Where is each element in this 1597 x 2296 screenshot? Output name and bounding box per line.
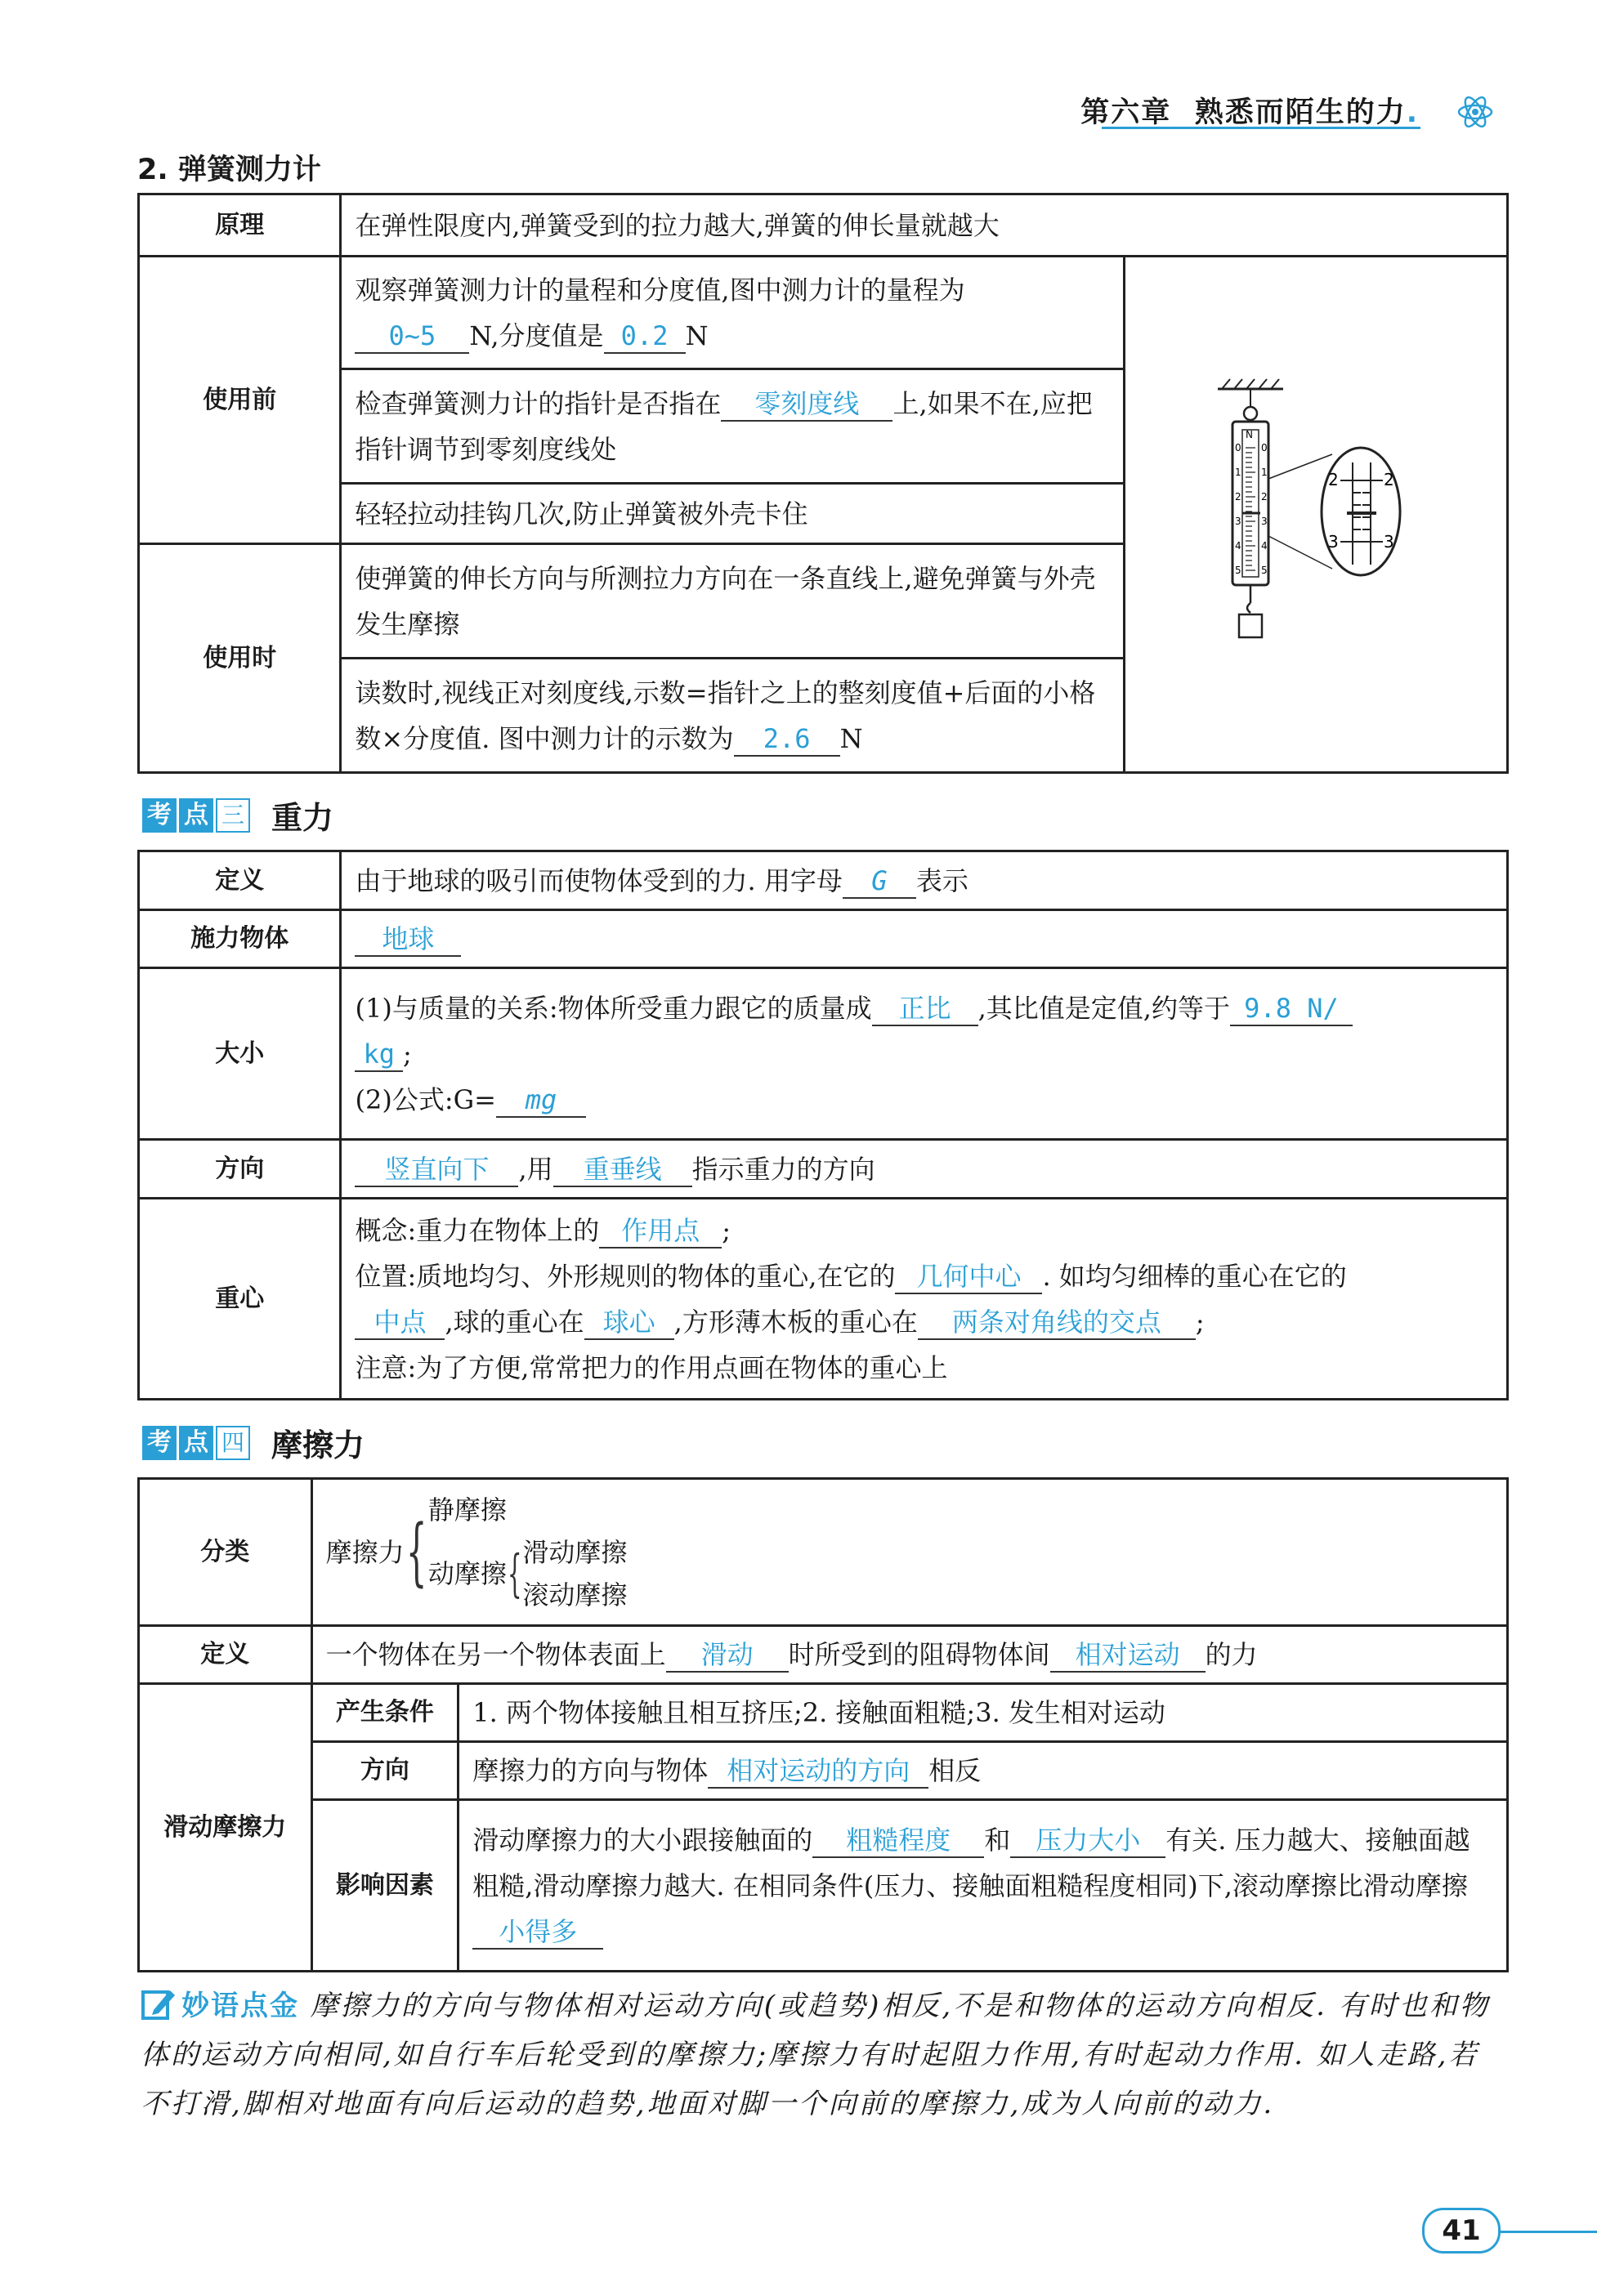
before-use-zero-check: 检查弹簧测力计的指针是否指在 零刻度线 上,如果不在,应把指针调节到零刻度线处: [341, 369, 1124, 484]
gravity-cg: 概念:重力在物体上的 作用点 ; 位置:质地均匀、外形规则的物体的重心,在它的 几何中心 . 如均匀细棒的重心在它的 中点 ,球的重心在 球心 ,方形薄木板的重心在 两条对角线的交点 ; 注意:为了方便,常常把力的作用点画在物体的重心上: [341, 1199, 1508, 1400]
condition-text: 1. 两个物体接触且相互挤压;2. 接触面粗糙;3. 发生相对运动: [459, 1684, 1508, 1742]
answer-much-smaller: 小得多: [472, 1915, 603, 1950]
zoom-number: 3: [1327, 532, 1339, 552]
spring-scale-figure: [1124, 257, 1507, 773]
answer-mg: mg: [496, 1083, 586, 1118]
scale-number: 5: [1260, 565, 1268, 576]
scale-number: 0: [1234, 442, 1241, 453]
gravity-def: 由于地球的吸引而使物体受到的力. 用字母 G 表示: [341, 851, 1508, 910]
zoom-number: 2: [1383, 470, 1394, 489]
during-use-reading: 读数时,视线正对刻度线,示数=指针之上的整刻度值+后面的小格数×分度值. 图中测力计的示数为 2.6 N: [341, 659, 1124, 773]
gravity-size: (1)与质量的关系:物体所受重力跟它的质量成 正比 ,其比值是定值,约等于 9.8 N/ kg ; (2)公式:G= mg: [341, 968, 1508, 1140]
answer-plumb-line: 重垂线: [553, 1153, 692, 1187]
gravity-src-label: 施力物体: [139, 910, 341, 968]
friction-class-label: 分类: [139, 1479, 312, 1626]
scale-number: 2: [1260, 491, 1268, 503]
scale-number: 4: [1234, 540, 1241, 552]
principle-text: 在弹性限度内,弹簧受到的拉力越大,弹簧的伸长量就越大: [341, 194, 1508, 257]
answer-earth: 地球: [355, 922, 461, 957]
factor-text: 滑动摩擦力的大小跟接触面的 粗糙程度 和 压力大小 有关. 压力越大、接触面越粗糙,滑动摩擦力越大. 在相同条件(压力、接触面粗糙程度相同)下,滚动摩擦比滑动摩擦小得多: [459, 1800, 1508, 1972]
scale-number: 2: [1234, 491, 1241, 503]
chapter-header: [1080, 83, 1453, 129]
answer-vertical-down: 竖直向下: [355, 1153, 518, 1187]
before-use-label: 使用前: [139, 257, 341, 544]
brace-icon: {: [507, 1543, 522, 1603]
friction-dir-label: 方向: [311, 1742, 459, 1800]
kaodian-4-title: 摩擦力: [271, 1427, 365, 1463]
zoom-number: 3: [1383, 532, 1394, 552]
before-use-pull-hook: 轻轻拉动挂钩几次,防止弹簧被外壳卡住: [341, 484, 1124, 544]
answer-range: 0~5: [355, 319, 469, 354]
condition-label: 产生条件: [311, 1684, 459, 1742]
tip-head: 妙语点金: [181, 1990, 299, 2022]
answer-reading: 2.6: [734, 722, 840, 757]
factor-label: 影响因素: [311, 1800, 459, 1972]
answer-division: 0.2: [604, 319, 686, 354]
zoom-number: 2: [1327, 470, 1339, 489]
brace-icon: {: [405, 1508, 427, 1595]
tip-paragraph: [141, 1981, 1497, 2128]
answer-relative-motion: 相对运动: [1050, 1638, 1206, 1673]
answer-geometric-center: 几何中心: [895, 1260, 1042, 1294]
atom-icon: [1455, 92, 1496, 132]
gravity-src: [341, 910, 1508, 968]
unit-label: N: [1245, 429, 1253, 440]
gravity-def-label: 定义: [139, 851, 341, 910]
answer-roughness: 粗糙程度: [812, 1824, 984, 1858]
answer-g-value: 9.8 N/: [1230, 992, 1353, 1026]
principle-label: 原理: [139, 194, 341, 257]
pencil-note-icon: [141, 1986, 177, 2021]
friction-table: [137, 1477, 1509, 1972]
answer-diagonal-intersection: 两条对角线的交点: [918, 1306, 1196, 1340]
page-number-line: [1499, 2231, 1597, 2233]
answer-pressure: 压力大小: [1010, 1824, 1165, 1858]
kaodian-4-header: 考 点 四 摩擦力: [142, 1420, 365, 1465]
friction-classification: 摩擦力 { 静摩擦 动摩擦 { 滑动摩擦 滚动摩擦: [311, 1479, 1507, 1626]
answer-g: G: [843, 864, 916, 899]
gravity-cg-label: 重心: [139, 1199, 341, 1400]
spring-scale-table: [137, 193, 1509, 774]
gravity-dir: 竖直向下 ,用 重垂线 指示重力的方向: [341, 1140, 1508, 1199]
answer-proportional: 正比: [872, 992, 978, 1026]
header-underline: [1102, 127, 1420, 129]
answer-relative-direction: 相对运动的方向: [708, 1754, 928, 1789]
sliding-friction-label: 滑动摩擦力: [139, 1684, 312, 1972]
scale-number: 1: [1260, 467, 1268, 478]
friction-dir: 摩擦力的方向与物体 相对运动的方向 相反: [459, 1742, 1508, 1800]
scale-number: 5: [1234, 565, 1241, 576]
chapter-title: 第六章 熟悉而陌生的力.: [1080, 96, 1419, 129]
scale-number: 4: [1260, 540, 1268, 552]
answer-point-of-action: 作用点: [599, 1214, 722, 1249]
kaodian-3-title: 重力: [271, 800, 334, 836]
answer-sliding: 滑动: [666, 1638, 789, 1673]
answer-zero-line: 零刻度线: [721, 387, 892, 422]
during-use-label: 使用时: [139, 544, 341, 773]
scale-number: 0: [1260, 442, 1268, 453]
tip-text: 摩擦力的方向与物体相对运动方向(或趋势)相反,不是和物体的运动方向相反. 有时也和物体的运动方向相同,如自行车后轮受到的摩擦力;摩擦力有时起阻力作用,有时起动力作用. 如人走路,若不打滑,脚相对地面有向后运动的趋势,地面对脚一个向前的摩擦力,成为人向前的动力.: [141, 1990, 1490, 2120]
friction-def: 一个物体在另一个物体表面上 滑动 时所受到的阻碍物体间 相对运动 的力: [311, 1626, 1507, 1684]
gravity-dir-label: 方向: [139, 1140, 341, 1199]
gravity-table: [137, 850, 1509, 1400]
scale-number: 3: [1234, 516, 1241, 527]
gravity-size-label: 大小: [139, 968, 341, 1140]
page-number: 41: [1422, 2208, 1501, 2254]
kaodian-3-header: 考 点 三 重力: [142, 793, 333, 838]
answer-midpoint: 中点: [355, 1306, 445, 1340]
answer-g-unit: kg: [355, 1038, 403, 1072]
section-title-spring-scale: 2. 弹簧测力计: [137, 154, 321, 186]
scale-number: 1: [1234, 467, 1241, 478]
during-use-direction: 使弹簧的伸长方向与所测拉力方向在一条直线上,避免弹簧与外壳发生摩擦: [341, 544, 1124, 659]
scale-number: 3: [1260, 516, 1268, 527]
spring-scale-diagram: [1210, 373, 1422, 642]
friction-def-label: 定义: [139, 1626, 312, 1684]
answer-sphere-center: 球心: [584, 1306, 674, 1340]
before-use-range: 观察弹簧测力计的量程和分度值,图中测力计的量程为 0~5 N,分度值是 0.2 N: [341, 257, 1124, 369]
